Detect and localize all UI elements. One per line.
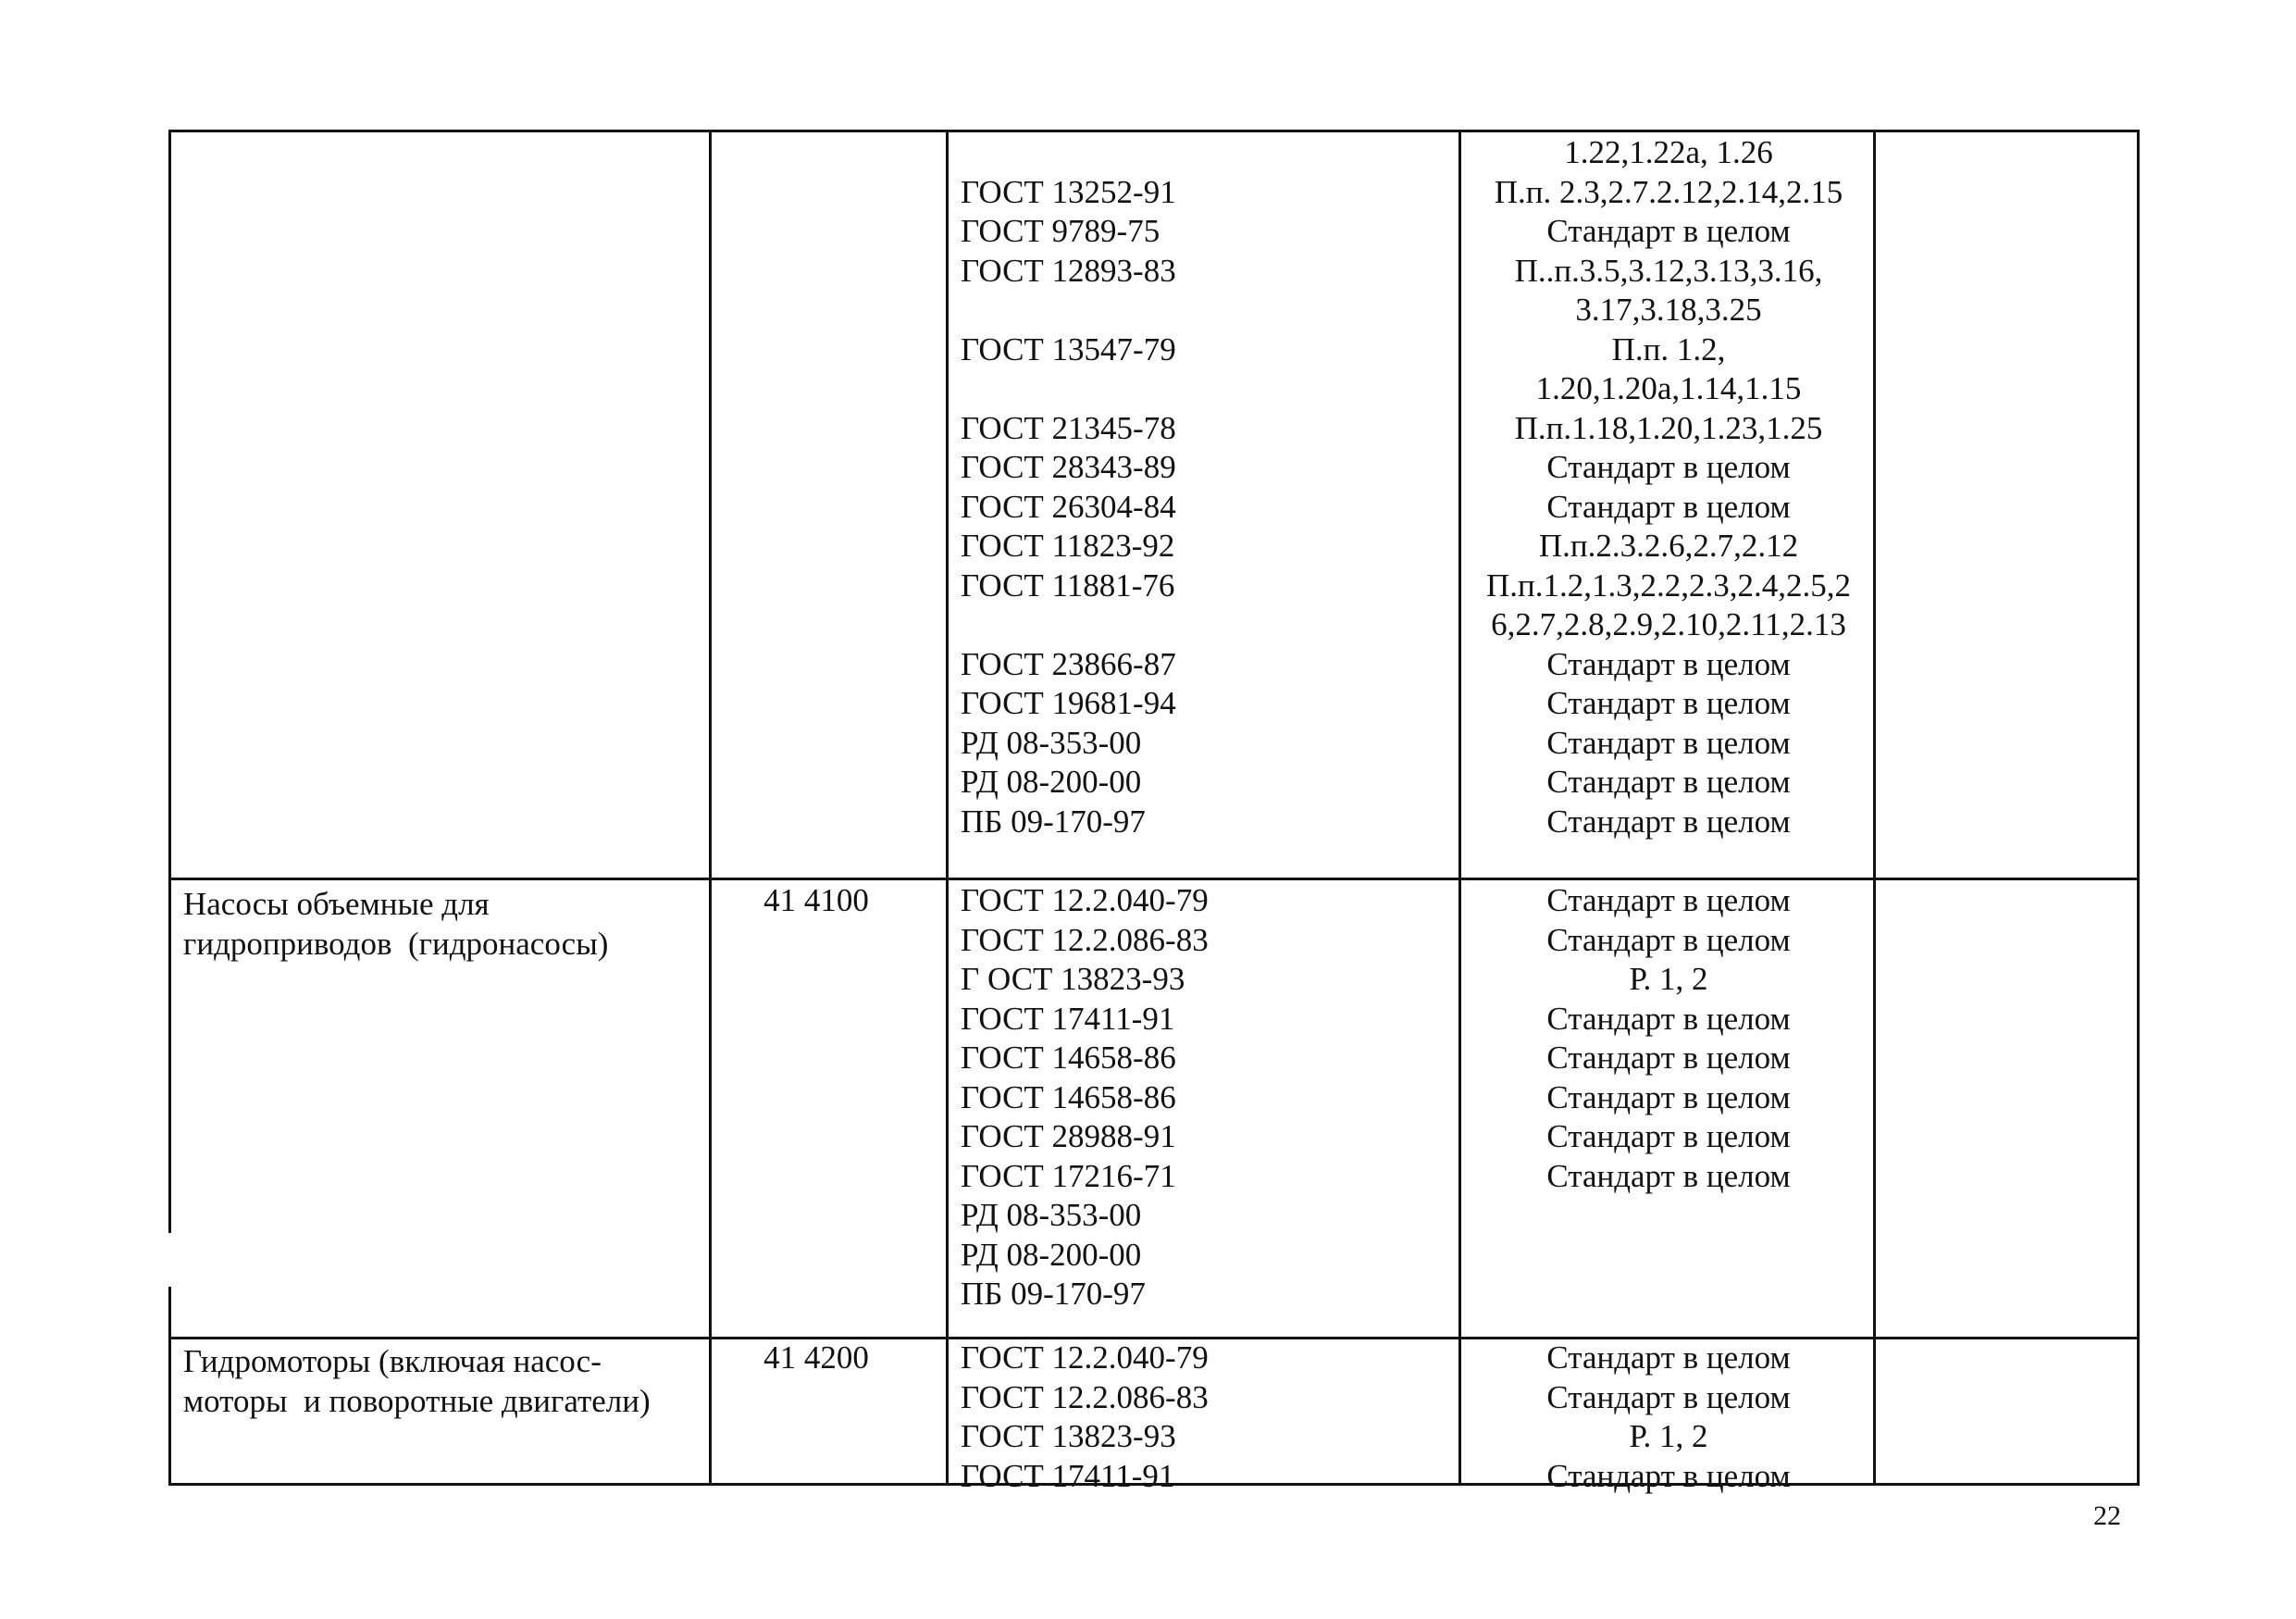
table-row-standards [961,881,1460,1314]
standard-item: ГОСТ 21345-78 [961,409,1176,446]
clause-item: Стандарт в целом [1546,1457,1791,1494]
table-right-border [2137,130,2140,1486]
clause-item: Стандарт в целом [1546,1040,1791,1076]
clause-item: Стандарт в целом [1546,645,1791,682]
standard-item: ГОСТ 19681-94 [961,685,1176,721]
table-top-border [168,130,2140,132]
product-name-line: Насосы объемные для [183,886,490,922]
product-name-line: гидроприводов (гидронасосы) [183,925,609,962]
standard-item: РД 08-353-00 [961,724,1142,761]
standard-item: ГОСТ 12.2.040-79 [961,882,1209,918]
clause-item: Стандарт в целом [1546,1118,1791,1154]
clause-item: Р. 1, 2 [1629,1418,1708,1454]
standard-item: ГОСТ 13252-91 [961,173,1176,210]
table-row-code: 41 4100 [763,882,869,918]
clause-item: Стандарт в целом [1546,1157,1791,1194]
table-left-border [168,1287,171,1486]
standard-item: ГОСТ 14658-86 [961,1040,1176,1076]
product-name-line: моторы и поворотные двигатели) [183,1382,651,1419]
table-row-standards [961,133,1460,841]
clause-item: Стандарт в целом [1546,882,1791,918]
clause-item: Стандарт в целом [1546,724,1791,761]
standard-item [961,291,1460,330]
clause-item: 1.22,1.22а, 1.26 [1564,134,1773,170]
clause-item: Стандарт в целом [1546,488,1791,525]
column-divider [709,130,712,1486]
standard-item: ПБ 09-170-97 [961,803,1146,840]
standards-table [168,130,2140,1494]
standard-item: Г ОСТ 13823-93 [961,961,1185,997]
clause-item: Стандарт в целом [1546,685,1791,721]
standard-item: ГОСТ 23866-87 [961,645,1176,682]
standard-item [961,369,1460,409]
standard-item: ПБ 09-170-97 [961,1276,1146,1312]
clause-item: Стандарт в целом [1546,213,1791,249]
clause-item: П.п. 1.2, [1611,330,1726,367]
row-divider [168,878,2140,880]
table-row-product [183,881,701,960]
standard-item: РД 08-200-00 [961,1236,1142,1273]
standard-item: ГОСТ 12.2.086-83 [961,921,1209,958]
clause-item: П.п. 2.3,2.7.2.12,2.14,2.15 [1494,173,1843,210]
clause-item: П.п.1.2,1.3,2.2,2.3,2.4,2.5,2 [1485,567,1851,604]
standard-item: ГОСТ 12893-83 [961,252,1176,289]
standard-item: ГОСТ 17411-91 [961,1457,1175,1494]
clause-item: Р. 1, 2 [1629,961,1708,997]
clause-item: Стандарт в целом [1546,1378,1791,1415]
clause-item: П..п.3.5,3.12,3.13,3.16, [1514,252,1823,289]
standard-item [961,133,1460,173]
standard-item: ГОСТ 26304-84 [961,488,1176,525]
standard-item: ГОСТ 11823-92 [961,528,1175,564]
clause-item: Стандарт в целом [1546,921,1791,958]
standard-item: РД 08-200-00 [961,764,1142,800]
table-row-clauses [1462,1339,1875,1496]
standard-item: ГОСТ 14658-86 [961,1078,1176,1115]
standard-item: ГОСТ 11881-76 [961,567,1175,604]
product-name-line: Гидромоторы (включая насос- [183,1343,602,1379]
clause-item: П.п.1.18,1.20,1.23,1.25 [1514,409,1823,446]
standard-item: ГОСТ 12.2.086-83 [961,1378,1209,1415]
clause-item: 6,2.7,2.8,2.9,2.10,2.11,2.13 [1491,606,1846,642]
standard-item: ГОСТ 9789-75 [961,213,1160,249]
clause-item: Стандарт в целом [1546,1000,1791,1037]
table-row-standards [961,1339,1460,1496]
standard-item [961,605,1460,645]
table-row-clauses [1462,881,1875,1196]
standard-item: ГОСТ 13547-79 [961,330,1176,367]
page-number: 22 [2093,1501,2121,1531]
column-divider [946,130,949,1486]
table-row-code: 41 4200 [763,1339,869,1376]
clause-item: П.п.2.3.2.6,2.7,2.12 [1538,528,1799,564]
standard-item: ГОСТ 12.2.040-79 [961,1339,1209,1376]
standard-item: РД 08-353-00 [961,1197,1142,1233]
clause-item: Стандарт в целом [1546,803,1791,840]
table-row-product [183,1339,701,1417]
standard-item: ГОСТ 17216-71 [961,1157,1176,1194]
standard-item: ГОСТ 17411-91 [961,1000,1175,1037]
standard-item: ГОСТ 28343-89 [961,449,1176,485]
clause-item: Стандарт в целом [1546,1078,1791,1115]
clause-item: 3.17,3.18,3.25 [1575,292,1762,328]
standard-item: ГОСТ 13823-93 [961,1418,1176,1454]
clause-item: Стандарт в целом [1546,1339,1791,1376]
clause-item: 1.20,1.20а,1.14,1.15 [1535,370,1802,406]
clause-item: Стандарт в целом [1546,449,1791,485]
standard-item: ГОСТ 28988-91 [961,1118,1176,1154]
table-left-border [168,130,171,1233]
table-row-clauses [1462,133,1875,841]
clause-item: Стандарт в целом [1546,764,1791,800]
